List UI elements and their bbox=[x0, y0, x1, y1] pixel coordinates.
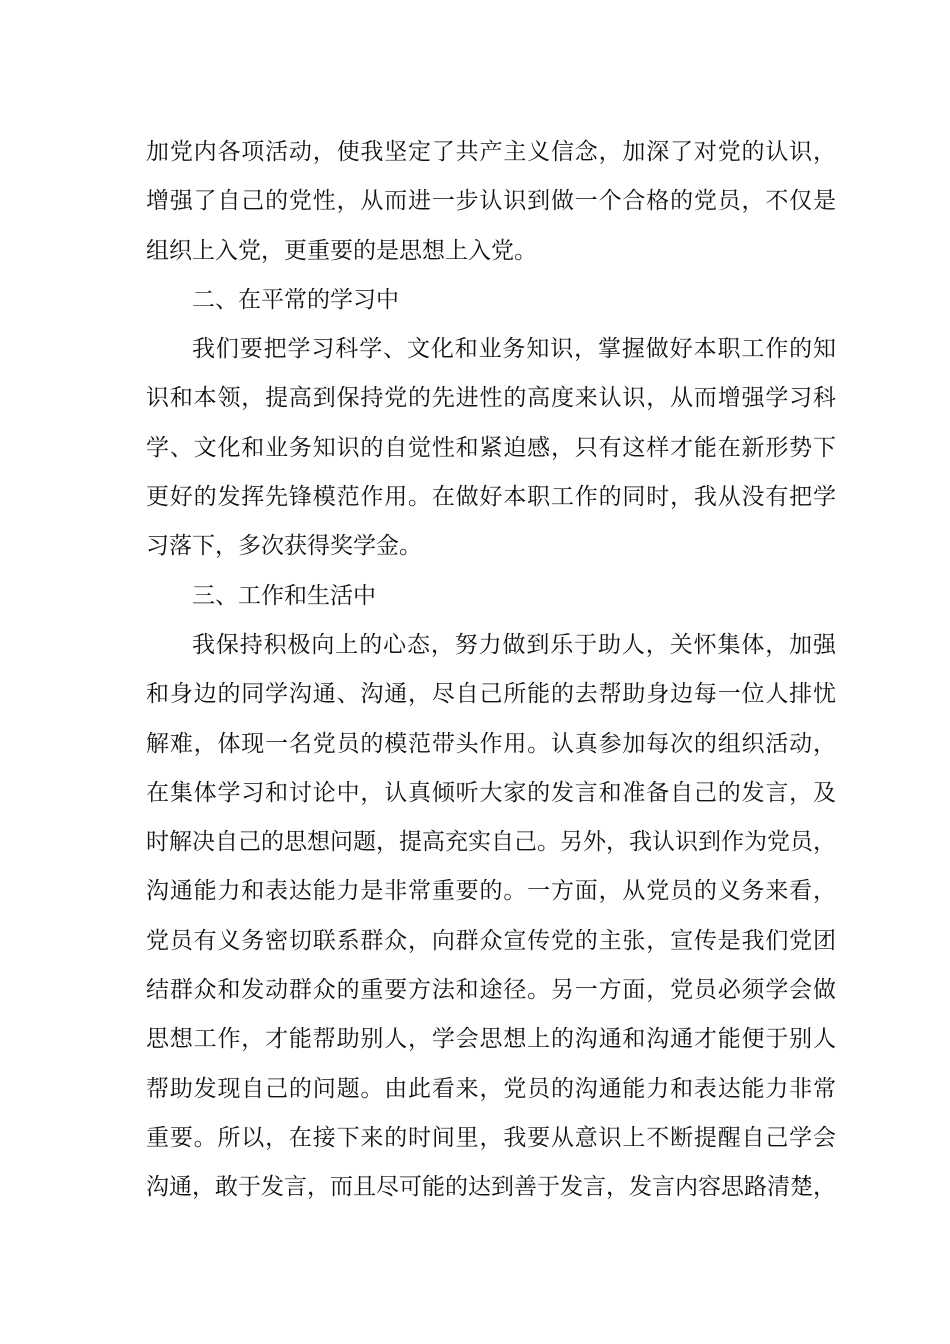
body-line-7: 学、文化和业务知识的自觉性和紧迫感，只有这样才能在新形势下 bbox=[146, 434, 836, 461]
document-body bbox=[146, 128, 836, 1213]
body-line-8: 更好的发挥先锋模范作用。在做好本职工作的同时，我从没有把学 bbox=[146, 484, 836, 511]
body-line-18: 结群众和发动群众的重要方法和途径。另一方面，党员必须学会做 bbox=[146, 977, 836, 1004]
body-line-14: 在集体学习和讨论中，认真倾听大家的发言和准备自己的发言，及 bbox=[146, 779, 836, 806]
body-line-20: 帮助发现自己的问题。由此看来，党员的沟通能力和表达能力非常 bbox=[146, 1075, 836, 1102]
body-line-9: 习落下，多次获得奖学金。 bbox=[146, 533, 422, 560]
body-line-6: 识和本领，提高到保持党的先进性的高度来认识，从而增强学习科 bbox=[146, 385, 836, 412]
body-line-22: 沟通，敢于发言，而且尽可能的达到善于发言，发言内容思路清楚， bbox=[146, 1174, 836, 1201]
body-line-12: 和身边的同学沟通、沟通，尽自己所能的去帮助身边每一位人排忧 bbox=[146, 681, 836, 708]
section-heading-2: 二、在平常的学习中 bbox=[192, 286, 399, 313]
body-line-16: 沟通能力和表达能力是非常重要的。一方面，从党员的义务来看， bbox=[146, 878, 836, 905]
body-line-17: 党员有义务密切联系群众，向群众宣传党的主张，宣传是我们党团 bbox=[146, 927, 836, 954]
body-line-5: 我们要把学习科学、文化和业务知识，掌握做好本职工作的知 bbox=[192, 336, 836, 363]
body-line-21: 重要。所以，在接下来的时间里，我要从意识上不断提醒自己学会 bbox=[146, 1124, 836, 1151]
body-line-19: 思想工作，才能帮助别人，学会思想上的沟通和沟通才能便于别人 bbox=[146, 1026, 836, 1053]
section-heading-3: 三、工作和生活中 bbox=[192, 582, 376, 609]
body-line-11: 我保持积极向上的心态，努力做到乐于助人，关怀集体，加强 bbox=[192, 631, 836, 658]
body-line-13: 解难，体现一名党员的模范带头作用。认真参加每次的组织活动， bbox=[146, 730, 836, 757]
body-line-15: 时解决自己的思想问题，提高充实自己。另外，我认识到作为党员， bbox=[146, 829, 836, 856]
body-line-1: 加党内各项活动，使我坚定了共产主义信念，加深了对党的认识， bbox=[146, 139, 836, 165]
body-line-3: 组织上入党，更重要的是思想上入党。 bbox=[146, 237, 537, 264]
body-line-2: 增强了自己的党性，从而进一步认识到做一个合格的党员，不仅是 bbox=[146, 188, 836, 215]
